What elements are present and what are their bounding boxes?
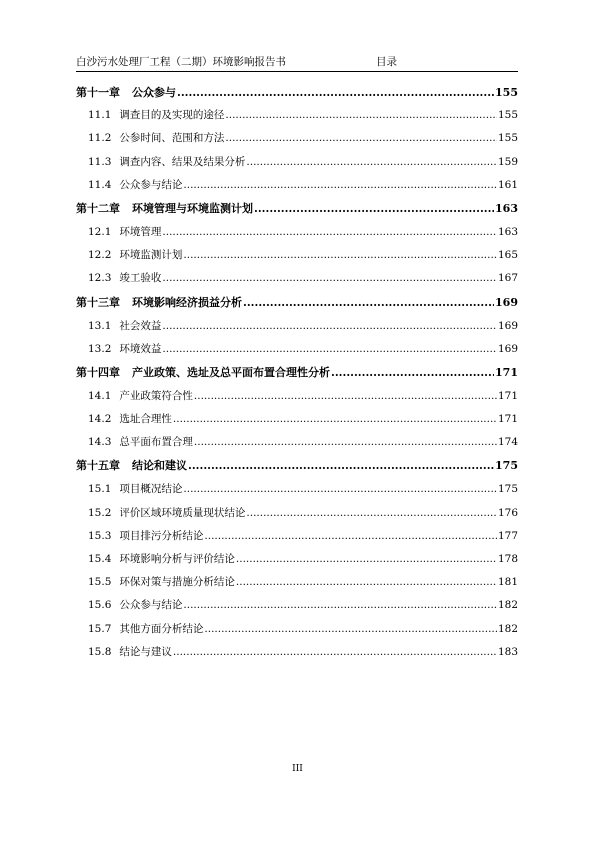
toc-entry-title: 公参时间、范围和方法	[119, 132, 225, 145]
toc-entry-label	[88, 104, 224, 127]
toc-section-entry[interactable]	[76, 221, 518, 244]
toc-entry-page: 163	[495, 201, 518, 215]
toc-entry-title: 项目概况结论	[119, 483, 183, 496]
toc-entry-label	[88, 641, 172, 664]
toc-entry-page: 174	[497, 436, 518, 449]
toc-entry-label	[88, 385, 193, 408]
dot-leader	[162, 338, 497, 361]
toc-section-entry[interactable]	[76, 548, 518, 571]
toc-entry-page: 169	[497, 342, 518, 355]
toc-entry-label	[88, 338, 161, 361]
toc-entry-title: 结论与建议	[119, 645, 172, 658]
toc-entry-number: 第十三章	[76, 295, 120, 309]
toc-entry-page: 181	[497, 576, 518, 589]
toc-section-entry[interactable]	[76, 151, 518, 174]
toc-section-entry[interactable]	[76, 641, 518, 664]
toc-section-entry[interactable]	[76, 502, 518, 525]
toc-entry-page: 163	[497, 225, 518, 238]
toc-section-entry[interactable]	[76, 338, 518, 361]
toc-section-entry[interactable]	[76, 267, 518, 290]
toc-entry-label	[88, 431, 193, 454]
toc-entry-number: 13.1	[88, 319, 112, 332]
toc-entry-label	[88, 408, 172, 431]
dot-leader	[225, 127, 497, 150]
dot-leader	[204, 618, 497, 641]
toc-section-entry[interactable]	[76, 525, 518, 548]
toc-entry-page: 155	[495, 86, 518, 99]
toc-chapter-entry[interactable]	[76, 197, 518, 221]
toc-entry-number: 15.8	[88, 645, 112, 658]
dot-leader	[194, 431, 497, 454]
dot-leader	[173, 641, 497, 664]
toc-entry-title: 竣工验收	[119, 272, 162, 285]
dot-leader	[204, 525, 497, 548]
toc-entry-number: 14.1	[88, 389, 112, 402]
table-of-contents	[76, 81, 518, 664]
toc-entry-page: 155	[497, 132, 518, 145]
toc-entry-label	[76, 454, 187, 477]
toc-entry-title: 调查内容、结果及结果分析	[119, 155, 246, 168]
toc-entry-page: 176	[497, 506, 518, 519]
toc-entry-page: 175	[497, 483, 518, 496]
toc-entry-number: 15.1	[88, 483, 112, 496]
toc-entry-number: 第十二章	[76, 201, 120, 215]
toc-entry-label	[88, 151, 245, 174]
toc-entry-number: 11.1	[88, 109, 112, 122]
dot-leader	[173, 408, 497, 431]
toc-entry-label	[88, 221, 161, 244]
dot-leader	[183, 594, 497, 617]
toc-entry-label	[88, 618, 203, 641]
toc-entry-title: 环境监测计划	[119, 249, 183, 262]
toc-entry-label	[76, 197, 253, 220]
dot-leader	[194, 385, 497, 408]
toc-chapter-entry[interactable]	[76, 454, 518, 478]
toc-entry-title: 产业政策符合性	[119, 389, 193, 402]
toc-entry-page: 167	[497, 272, 518, 285]
toc-entry-number: 15.3	[88, 529, 112, 542]
page-header	[76, 54, 518, 70]
toc-entry-number: 15.2	[88, 506, 112, 519]
toc-entry-page: 182	[497, 599, 518, 612]
header-divider	[76, 71, 518, 72]
toc-entry-title: 产业政策、选址及总平面布置合理性分析	[132, 365, 330, 379]
toc-entry-title: 调查目的及实现的途径	[119, 109, 225, 122]
toc-entry-number: 第十四章	[76, 365, 120, 379]
toc-section-entry[interactable]	[76, 431, 518, 454]
dot-leader	[246, 502, 497, 525]
dot-leader	[183, 478, 497, 501]
toc-entry-title: 项目排污分析结论	[119, 529, 204, 542]
toc-entry-page: 171	[495, 365, 518, 379]
toc-entry-label	[88, 571, 235, 594]
toc-section-entry[interactable]	[76, 315, 518, 338]
dot-leader	[254, 197, 494, 220]
toc-entry-page: 169	[497, 319, 518, 332]
toc-section-entry[interactable]	[76, 127, 518, 150]
toc-entry-page: 159	[497, 155, 518, 168]
toc-section-entry[interactable]	[76, 408, 518, 431]
toc-chapter-entry[interactable]	[76, 81, 518, 104]
toc-entry-title: 社会效益	[119, 319, 162, 332]
toc-entry-page: 175	[495, 459, 518, 473]
toc-entry-page: 171	[497, 389, 518, 402]
dot-leader	[188, 454, 494, 477]
dot-leader	[243, 291, 494, 314]
toc-entry-number: 12.1	[88, 225, 112, 238]
toc-entry-number: 12.3	[88, 272, 112, 285]
toc-chapter-entry[interactable]	[76, 361, 518, 385]
toc-entry-page: 169	[495, 295, 518, 309]
toc-entry-page: 165	[497, 249, 518, 262]
dot-leader	[177, 81, 494, 104]
toc-entry-page: 171	[497, 413, 518, 426]
toc-entry-label	[88, 244, 182, 267]
dot-leader	[246, 151, 497, 174]
dot-leader	[183, 244, 497, 267]
toc-entry-page: 182	[497, 622, 518, 635]
toc-entry-page: 178	[497, 553, 518, 565]
toc-entry-page: 155	[497, 109, 518, 122]
dot-leader	[162, 267, 497, 290]
toc-entry-title: 环境影响分析与评价结论	[119, 553, 235, 565]
dot-leader	[331, 361, 494, 384]
toc-section-entry[interactable]	[76, 104, 518, 127]
toc-section-entry[interactable]	[76, 478, 518, 501]
toc-entry-label	[88, 548, 235, 571]
toc-entry-label	[88, 502, 245, 525]
toc-entry-label	[88, 267, 161, 290]
toc-section-entry[interactable]	[76, 244, 518, 267]
toc-entry-title: 评价区域环境质量现状结论	[119, 506, 246, 519]
dot-leader	[236, 548, 497, 571]
toc-entry-label	[76, 81, 176, 104]
toc-section-entry[interactable]	[76, 618, 518, 641]
toc-section-entry[interactable]	[76, 174, 518, 197]
dot-leader	[225, 104, 497, 127]
toc-entry-label	[88, 315, 161, 338]
document-title: 白沙污水处理厂工程（二期）环境影响报告书	[76, 56, 286, 68]
toc-entry-title: 公众参与结论	[119, 599, 183, 612]
page-number: III	[292, 764, 303, 774]
toc-entry-number: 15.6	[88, 599, 112, 612]
toc-entry-label	[88, 174, 182, 197]
toc-entry-number: 15.4	[88, 553, 112, 565]
toc-entry-title: 公众参与	[132, 86, 176, 99]
toc-entry-page: 183	[497, 645, 518, 658]
toc-entry-title: 环保对策与措施分析结论	[119, 576, 235, 589]
toc-entry-title: 环境影响经济损益分析	[132, 295, 242, 309]
toc-entry-number: 14.3	[88, 436, 112, 449]
toc-entry-label	[76, 291, 242, 314]
toc-entry-title: 环境管理	[119, 225, 162, 238]
toc-entry-label	[76, 361, 330, 384]
dot-leader	[162, 221, 497, 244]
header-section-name: 目录	[376, 56, 397, 68]
toc-entry-number: 11.4	[88, 178, 112, 191]
toc-section-entry[interactable]	[76, 385, 518, 408]
toc-entry-number: 第十一章	[76, 86, 120, 99]
dot-leader	[183, 174, 497, 197]
toc-entry-title: 公众参与结论	[119, 178, 183, 191]
toc-entry-number: 第十五章	[76, 459, 120, 473]
toc-entry-label	[88, 525, 203, 548]
dot-leader	[162, 315, 497, 338]
toc-entry-title: 环境管理与环境监测计划	[132, 201, 253, 215]
toc-entry-number: 13.2	[88, 342, 112, 355]
toc-entry-label	[88, 478, 182, 501]
toc-entry-number: 11.3	[88, 155, 112, 168]
toc-entry-number: 14.2	[88, 413, 112, 426]
toc-entry-number: 11.2	[88, 132, 112, 145]
toc-entry-number: 15.5	[88, 576, 112, 589]
toc-entry-label	[88, 127, 224, 150]
toc-section-entry[interactable]	[76, 571, 518, 594]
toc-entry-number: 12.2	[88, 249, 112, 262]
toc-entry-title: 其他方面分析结论	[119, 622, 204, 635]
toc-entry-title: 总平面布置合理	[119, 436, 193, 449]
toc-entry-number: 15.7	[88, 622, 112, 635]
toc-entry-page: 177	[497, 529, 518, 542]
dot-leader	[236, 571, 497, 594]
toc-entry-title: 结论和建议	[132, 459, 187, 473]
toc-entry-page: 161	[497, 178, 518, 191]
toc-entry-title: 环境效益	[119, 342, 162, 355]
toc-section-entry[interactable]	[76, 594, 518, 617]
toc-entry-label	[88, 594, 182, 617]
toc-chapter-entry[interactable]	[76, 291, 518, 315]
toc-entry-title: 选址合理性	[119, 413, 172, 426]
